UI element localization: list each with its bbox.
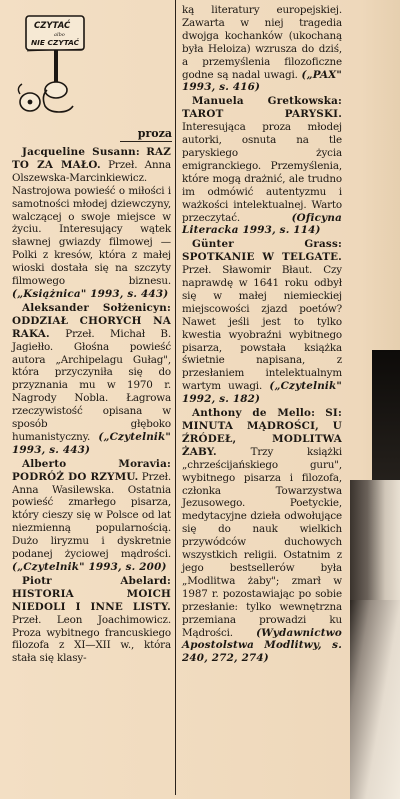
czytac-albo-nie-czytac-logo xyxy=(14,10,92,114)
entry-ref: („Czytelnik" 1993, s. 200) xyxy=(12,561,167,573)
review-entry xyxy=(182,407,342,665)
entry-title: SI: MINUTA MĄDROŚCI, U ŹRÓDEŁ, MODLITWA ŻABY. xyxy=(182,407,342,458)
review-entry xyxy=(182,95,342,237)
entry-ref: („Czytelnik" 1993, s. 443) xyxy=(12,430,171,456)
entry-author: Jacqueline Susann: xyxy=(22,146,140,158)
adjacent-photo-light-edge xyxy=(350,600,400,799)
entry-body: Przeł. Anna Wasilewska. Ostatnia powieść zmarłego pisarza, który cieszy się w Polsce od lat niezmienną popularnością. Dużo liryzmu i dyskretnie podanej życiowej mądrości. xyxy=(12,470,172,561)
entry-ref: („Książnica" 1993, s. 443) xyxy=(12,287,169,300)
review-entry xyxy=(182,4,342,94)
entry-body: Przeł. Sławomir Błaut. Czy naprawdę w 1641 roku odbył się w małej niemieckiej miejscowości zjazd poetów? Nawet jeśli jest to tylko kwestia wyobraźni wybitnego pisarza, powstała książka świetnie napisana, z przesłaniem intelektualnym wartym uwagi. xyxy=(182,264,342,393)
entry-body: Interesująca proza młodej autorki, osnuta na tle paryskiego życia emigranckiego. Przemyślenia, które mogą drażnić, ale trudno im odmówić autentyzmu i ważkości intelektualnej. Warto przeczytać. xyxy=(182,121,342,224)
logo-line-1: CZYTAĆ xyxy=(34,21,71,31)
entry-ref: (Wydawnictwo Apostolstwa Modlitwy, s. 240, 272, 274) xyxy=(182,626,342,665)
entry-body: ką literatury europejskiej. Zawarta w niej tragedia dwojga kochanków (ukochaną była Heloiza) wzrusza do dziś, a przemyślenia filozoficzne godne są nadal uwagi. xyxy=(182,4,342,81)
review-entry xyxy=(12,302,171,457)
entry-body: Przeł. Leon Joachimowicz. Proza wybitnego francuskiego filozofa z XI—XII w., która stała się klasy- xyxy=(12,613,171,665)
entry-title: PODRÓŻ DO RZYMU. xyxy=(12,470,139,483)
entry-ref: (Oficyna Literacka 1993, s. 114) xyxy=(182,211,342,237)
entry-author: Anthony de Mello: xyxy=(192,407,316,420)
review-entry xyxy=(12,146,171,301)
logo-line-3: NIE CZYTAĆ xyxy=(31,38,80,47)
section-label: proza xyxy=(120,128,172,142)
entry-author: Piotr Abelard: xyxy=(22,574,171,587)
entry-ref: („PAX" 1993, s. 416) xyxy=(182,68,342,94)
entry-body: Przeł. Michał B. Jagiełło. Głośna powieść autora „Archipelagu Gułag", która przyczyniła się do przyznania mu w 1970 r. Nagrody Nobla. Łagrowa rzeczywistość opisana w sposób głęboko humanistyczny. xyxy=(12,327,171,443)
review-entry xyxy=(12,575,171,665)
entry-title: TAROT PARYSKI. xyxy=(182,108,342,121)
entry-author: Alberto Moravia: xyxy=(22,457,171,470)
review-entry xyxy=(12,458,171,574)
logo-line-2: albo xyxy=(54,32,65,38)
column-divider xyxy=(175,0,176,795)
entry-title: ODDZIAŁ CHORYCH NA RAKA. xyxy=(12,314,171,340)
entry-author: Aleksander Sołżenicyn: xyxy=(22,301,171,314)
right-column xyxy=(182,4,342,665)
entry-title: RAZ TO ZA MAŁO. xyxy=(12,146,171,171)
entry-author: Manuela Gretkowska: xyxy=(192,95,342,108)
entry-title: HISTORIA MOICH NIEDOLI I INNE LISTY. xyxy=(12,587,171,613)
entry-body: Trzy książki „chrześcijańskiego guru", wybitnego pisarza i filozofa, członka Towarzystwa Jezusowego. Poetyckie, medytacyjne dzieła odwołujące się do nauk wielkich przywódców duchowych wszystkich religii. Ostatnim z jego bestsellerów była „Modlitwa żaby"; zmarł w 1987 r. pozostawiając po sobie przesłanie: tylko wewnętrzna przemiana prowadzi ku Mądrości. xyxy=(182,445,343,639)
entry-body: Przeł. Anna Olszewska-Marcinkiewicz. Nastrojowa powieść o miłości i samotności młodej dziewczyny, walczącej o swoje miejsce w życiu. Interesujący wątek sławnej gwiazdy filmowej — Polki z kresów, która z małej wioski dostała się na szczyty filmowego biznesu. xyxy=(12,158,171,288)
entry-author: Günter Grass: xyxy=(192,238,342,251)
entry-title: SPOTKANIE W TELGATE. xyxy=(182,251,342,264)
review-entry xyxy=(182,238,342,406)
left-column xyxy=(12,146,171,665)
entry-ref: („Czytelnik" 1992, s. 182) xyxy=(182,380,342,406)
